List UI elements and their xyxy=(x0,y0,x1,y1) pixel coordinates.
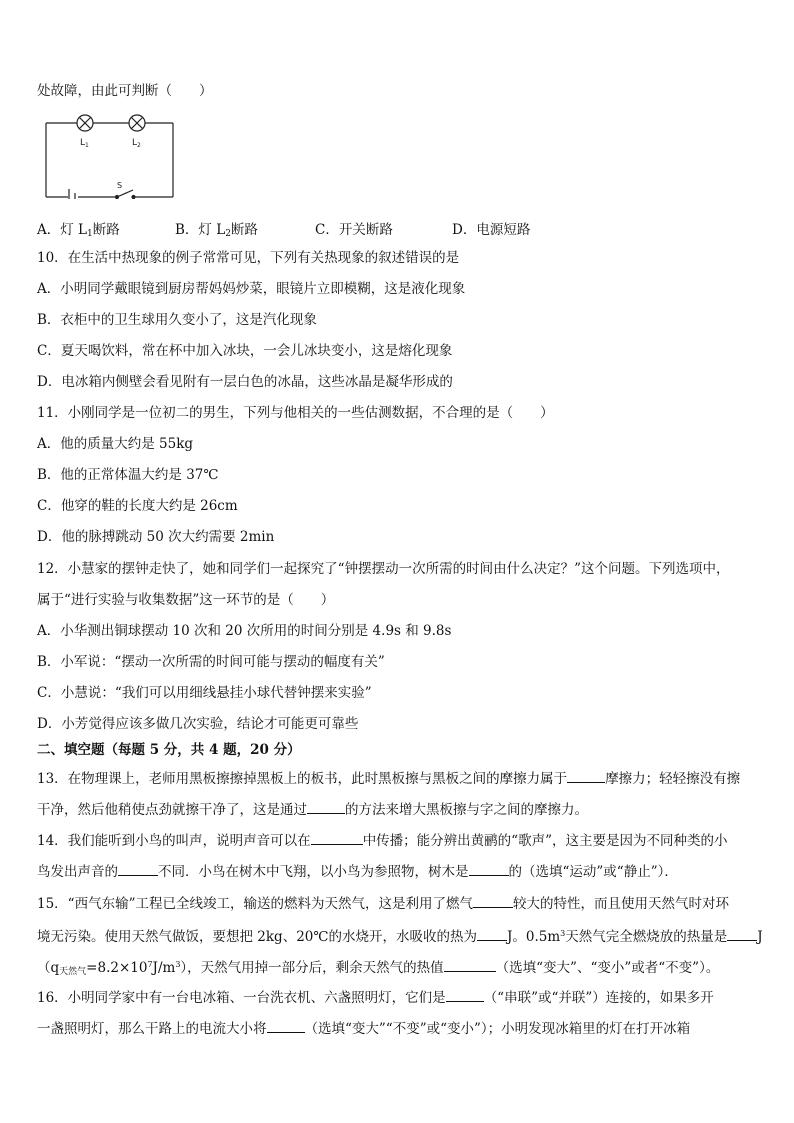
q9-option-c: C．开关断路 xyxy=(315,222,393,238)
q12-stem-line2: 属于“进行实验与收集数据”这一环节的是（ ） xyxy=(37,592,335,608)
q14-blank-3[interactable] xyxy=(469,862,509,876)
q9-option-d: D．电源短路 xyxy=(452,222,531,238)
q13-line2: 干净，然后他稍使点劲就擦干净了，这是通过 的方法来增大黑板擦与字之间的摩擦力。 xyxy=(37,802,588,818)
q10-option-d: D．电冰箱内侧壁会看见附有一层白色的冰晶，这些冰晶是凝华形成的 xyxy=(37,374,453,390)
q16-blank-1[interactable] xyxy=(446,988,484,1002)
circuit-diagram xyxy=(44,114,179,199)
q15-blank-3[interactable] xyxy=(727,927,757,941)
lamp-l1-label: $L_1$ xyxy=(80,138,89,149)
q11-stem: 11．小刚同学是一位初二的男生，下列与他相关的一些估测数据，不合理的是（ ） xyxy=(37,405,554,421)
q12-option-c: C．小慧说：“我们可以用细线悬挂小球代替钟摆来实验” xyxy=(37,685,372,701)
q12-stem-line1: 12．小慧家的摆钟走快了，她和同学们一起探究了“钟摆摆动一次所需的时间由什么决定？”这个问题。下列选项中， xyxy=(37,561,730,577)
q12-option-a: A．小华测出铜球摆动 10 次和 20 次所用的时间分别是 4.9s 和 9.8s xyxy=(37,623,452,639)
q15-blank-2[interactable] xyxy=(477,927,507,941)
q9-option-a: A．灯 $L_1$断路 xyxy=(37,222,120,239)
q12-option-d: D．小芳觉得应该多做几次实验，结论才可能更可靠些 xyxy=(37,716,359,732)
q15-line1: 15．“西气东输”工程已全线竣工，输送的燃料为天然气，这是利用了燃气 较大的特性，而且使用天然气时对环 xyxy=(37,896,729,912)
switch-label: S xyxy=(117,181,123,190)
section-heading-fill-in: 二、填空题（每题 5 分，共 4 题，20 分） xyxy=(37,742,301,758)
q11-option-b: B．他的正常体温大约是 37℃ xyxy=(37,467,219,483)
q14-line2: 鸟发出声音的 不同．小鸟在树木中飞翔，以小鸟为参照物，树木是 的（选填“运动”或“静止”）． xyxy=(37,864,678,880)
q11-option-c: C．他穿的鞋的长度大约是 26cm xyxy=(37,498,238,514)
q9-stem-tail: 处故障，由此可判断（ ） xyxy=(37,83,213,99)
q12-option-b: B．小军说：“摆动一次所需的时间可能与摆动的幅度有关” xyxy=(37,654,385,670)
q9-option-b: B．灯 $L_2$断路 xyxy=(175,222,258,239)
q14-blank-2[interactable] xyxy=(118,862,158,876)
q11-option-d: D．他的脉搏跳动 50 次大约需要 2min xyxy=(37,529,275,545)
q13-blank-2[interactable] xyxy=(307,800,345,814)
q15-blank-1[interactable] xyxy=(473,894,513,908)
q16-line1: 16．小明同学家中有一台电冰箱、一台洗衣机、六盏照明灯，它们是 （“串联”或“并联”）连接的，如果多开 xyxy=(37,990,714,1006)
q13-line1: 13．在物理课上，老师用黑板擦擦掉黑板上的板书，此时黑板擦与黑板之间的摩擦力属于 摩擦力；轻轻擦没有擦 xyxy=(37,771,741,787)
q10-option-b: B．衣柜中的卫生球用久变小了，这是汽化现象 xyxy=(37,312,317,328)
q15-line2: 境无污染。使用天然气做饭，要想把 2kg、20℃的水烧开，水吸收的热为 J。$0.5m^3$天然气完全燃烧放的热量是 J xyxy=(37,929,763,945)
q15-line3: $(q_{天然气}=8.2\times 10^7J/m^3)$，天然气用掉一部分后，剩余天然气的热值 （选填“变大”、“变小”或者“不变”）。 xyxy=(37,960,720,977)
switch-icon xyxy=(116,190,136,199)
q10-stem: 10．在生活中热现象的例子常常可见，下列有关热现象的叙述错误的是 xyxy=(37,250,460,266)
q11-option-a: A．他的质量大约是 55kg xyxy=(37,436,194,452)
lamp-l2-icon xyxy=(129,115,145,131)
q15-blank-4[interactable] xyxy=(444,958,496,972)
lamp-l2-label: $L_2$ xyxy=(132,138,141,149)
q10-option-c: C．夏天喝饮料，常在杯中加入冰块，一会儿冰块变小，这是熔化现象 xyxy=(37,343,453,359)
q13-blank-1[interactable] xyxy=(567,769,605,783)
battery-icon xyxy=(69,189,75,199)
q14-blank-1[interactable] xyxy=(311,831,363,845)
q16-line2: 一盏照明灯，那么干路上的电流大小将 （选填“变大”“不变”或“变小”）；小明发现冰箱里的灯在打开冰箱 xyxy=(37,1021,691,1037)
q10-option-a: A．小明同学戴眼镜到厨房帮妈妈炒菜，眼镜片立即模糊，这是液化现象 xyxy=(37,281,466,297)
q14-line1: 14．我们能听到小鸟的叫声，说明声音可以在 中传播；能分辨出黄鹂的“歌声”，这主要是因为不同种类的小 xyxy=(37,833,728,849)
lamp-l1-icon xyxy=(77,115,93,131)
q16-blank-2[interactable] xyxy=(267,1019,305,1033)
